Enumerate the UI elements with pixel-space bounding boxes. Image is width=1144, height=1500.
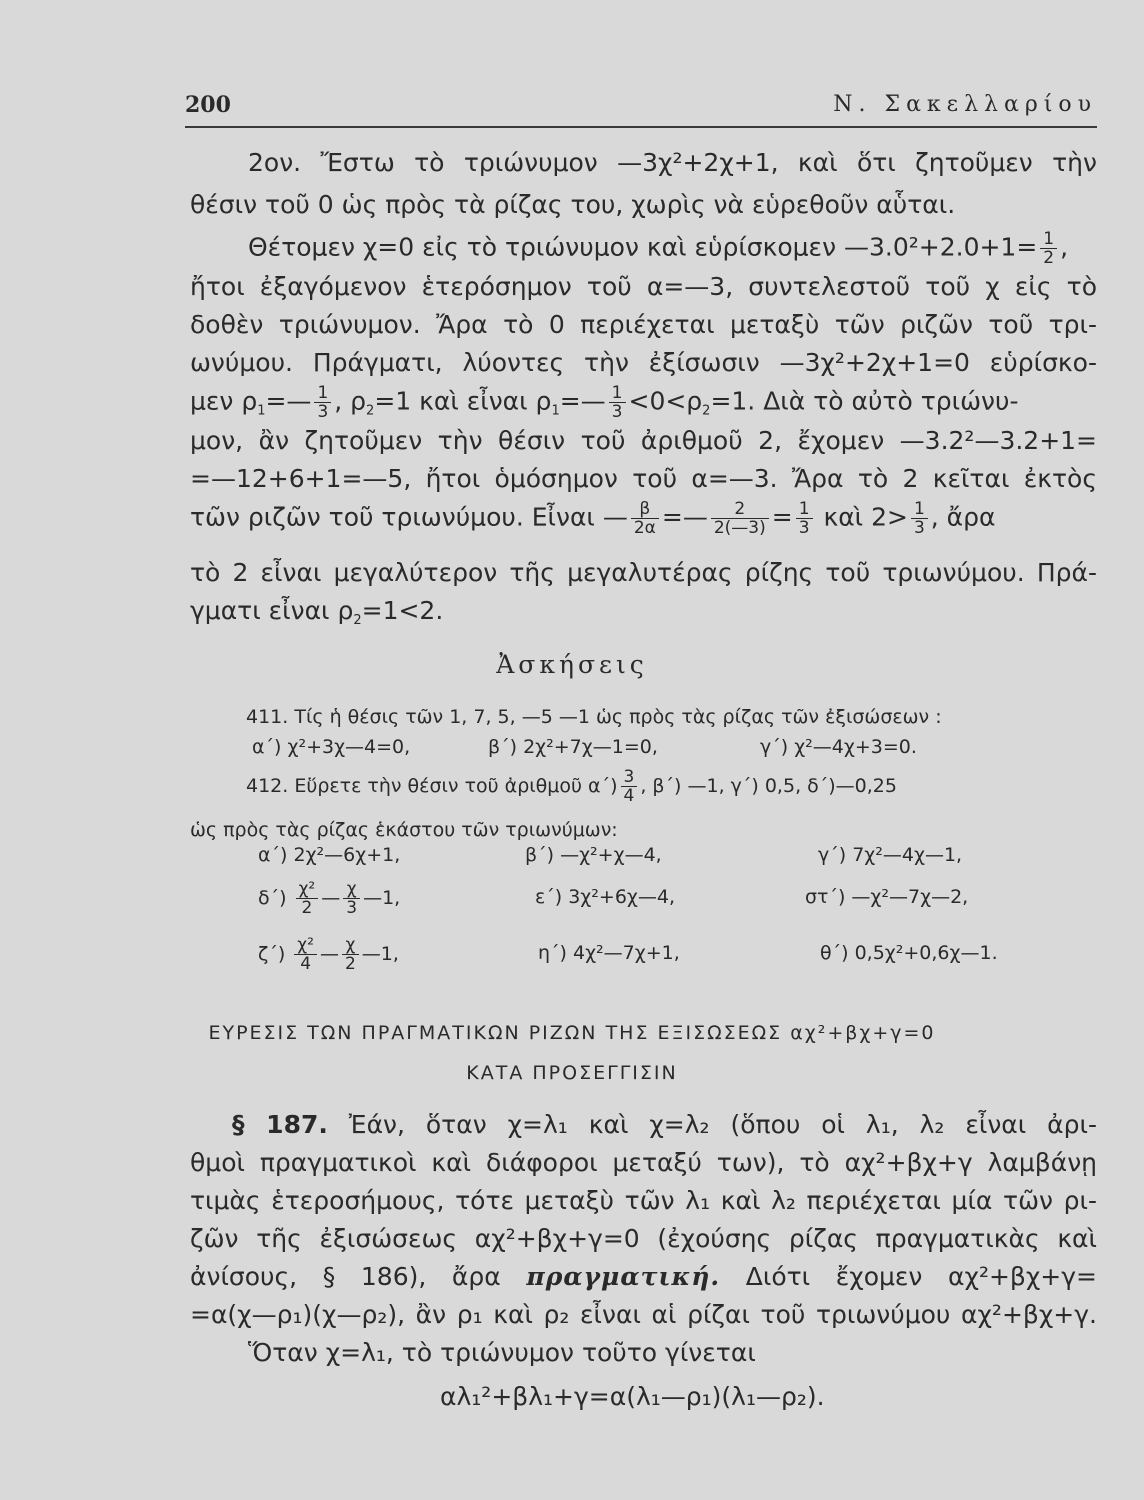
section-para-line-7: Ὅταν χ=λ₁, τὸ τριώνυμον τοῦτο γίνεται <box>248 1338 756 1367</box>
trinomial-e: ε΄) 3χ²+6χ—4, <box>535 886 676 908</box>
t7g: =1. Διὰ τὸ αὐτὸ τριώνυ- <box>710 386 1019 416</box>
section-para-line-2: θμοὶ πραγματικοὶ καὶ διάφοροι μεταξύ των), τὸ αχ²+βχ+γ λαμβάνῃ <box>190 1148 1097 1177</box>
t7c: , ρ <box>334 386 367 416</box>
fraction-numerator: 1 <box>1043 229 1055 249</box>
fraction-numerator: 1 <box>317 383 329 403</box>
text-line-3-text: Θέτομεν χ=0 εἰς τὸ τριώνυμον καὶ εὑρίσκομεν —3.0²+2.0+1= <box>248 232 1038 262</box>
trinomial-c: γ΄) 7χ²—4χ—1, <box>818 844 963 866</box>
d-minus: — <box>321 887 341 909</box>
fraction-denominator: 2 <box>342 954 359 973</box>
text-line-1: 2ον. Ἔστω τὸ τριώνυμον —3χ²+2χ+1, καὶ ὅτι ζητοῦμεν τὴν <box>248 148 1097 177</box>
fraction-x-over-2 <box>342 936 359 973</box>
t7d: =1 καὶ εἶναι ρ <box>374 386 552 416</box>
fraction-one-third-a <box>314 384 331 421</box>
z-minus: — <box>319 943 339 965</box>
fraction-numerator: 1 <box>611 383 623 403</box>
fraction-denominator: 2 <box>296 898 319 917</box>
fraction-one-half <box>1040 230 1057 267</box>
fraction-denominator: 2α <box>631 518 659 537</box>
text-line-8: μον, ἂν ζητοῦμεν τὴν θέσιν τοῦ ἀριθμοῦ 2, ἔχομεν —3.2²—3.2+1= <box>190 426 1097 455</box>
exercise-412-intro: ὡς πρὸς τὰς ρίζας ἑκάστου τῶν τριωνύμων: <box>190 819 618 841</box>
t7e: =— <box>559 386 606 416</box>
trinomial-a: α΄) 2χ²—6χ+1, <box>258 844 401 866</box>
fraction-denominator: 2(—3) <box>711 518 769 537</box>
fraction-numerator: β <box>639 499 651 519</box>
text-line-4: ἤτοι ἐξαγόμενον ἑτερόσημον τοῦ α=—3, συντελεστοῦ τοῦ χ εἰς τὸ <box>190 272 1097 301</box>
exercises-heading: Ἀσκήσεις <box>496 650 648 679</box>
fraction-numerator: χ <box>345 935 356 955</box>
text-line-10 <box>190 500 1097 537</box>
p5c: Διότι ἔχομεν αχ²+βχ+γ= <box>720 1262 1097 1291</box>
trinomial-h: η΄) 4χ²—7χ+1, <box>538 942 680 964</box>
emphasis-real: πραγματική. <box>526 1262 721 1291</box>
sub-1: 1 <box>551 403 560 419</box>
section-para-line-5 <box>190 1262 1097 1292</box>
section-title-line-2: ΚΑΤΑ ΠΡΟΣΕΓΓΙΣΙΝ <box>466 1062 678 1084</box>
exercise-412 <box>246 768 897 805</box>
text-line-3: Θέτομεν χ=0 εἰς τὸ τριώνυμον καὶ εὑρίσκομεν —3.0²+2.0+1= $\frac{1}{2}$ , <box>248 229 1069 268</box>
fraction-denominator: 3 <box>343 898 360 917</box>
sub-2: 2 <box>366 403 375 419</box>
t10b: =— <box>661 502 708 532</box>
section-para-line-3: τιμὰς ἑτεροσήμους, τότε μεταξὺ τῶν λ₁ καὶ λ₂ περιέχεται μία τῶν ρι- <box>190 1186 1097 1215</box>
running-head-author: Ν. Σακελλαρίου <box>833 92 1097 117</box>
fraction-x-over-3 <box>343 880 360 917</box>
exercise-411: 411. Τίς ἡ θέσις τῶν 1, 7, 5, —5 —1 ὡς πρὸς τὰς ρίζας τῶν ἐξισώσεων : <box>246 706 942 728</box>
fraction-numerator: 3 <box>623 767 635 787</box>
text-line-11: τὸ 2 εἶναι μεγαλύτερον τῆς μεγαλυτέρας ρίζης τοῦ τριωνύμου. Πρά- <box>190 558 1097 587</box>
fraction-numerator: 1 <box>913 499 925 519</box>
section-para-line-6: =α(χ—ρ₁)(χ—ρ₂), ἂν ρ₁ καὶ ρ₂ εἶναι αἱ ρίζαι τοῦ τριωνύμου αχ²+βχ+γ. <box>190 1300 1097 1329</box>
fraction-denominator: 2 <box>1040 248 1057 267</box>
paragraph-number: § 187. <box>232 1110 328 1139</box>
fraction-numerator: χ² <box>297 935 314 955</box>
fraction-one-third-c <box>796 500 813 537</box>
e412a: 412. Εὕρετε τὴν θέσιν τοῦ ἀριθμοῦ α΄) <box>246 775 618 797</box>
fraction-denominator: 3 <box>609 402 626 421</box>
fraction-denominator: 4 <box>621 786 638 805</box>
t10e: , ἄρα <box>930 502 996 532</box>
t10a: τῶν ριζῶν τοῦ τριωνύμου. Εἶναι — <box>190 502 628 532</box>
sub-1: 1 <box>257 403 266 419</box>
t10c: = <box>771 502 793 532</box>
t12b: =1<2. <box>361 596 444 625</box>
t10d: καὶ 2> <box>815 502 908 532</box>
t7b: =— <box>265 386 312 416</box>
fraction-one-third-d <box>911 500 928 537</box>
fraction-denominator: 3 <box>314 402 331 421</box>
p1-text: Ἐάν, ὅταν χ=λ₁ καὶ χ=λ₂ (ὅπου οἱ λ₁, λ₂ εἶναι ἀρι- <box>327 1110 1098 1139</box>
text-line-5: δοθὲν τριώνυμον. Ἄρα τὸ 0 περιέχεται μεταξὺ τῶν ριζῶν τοῦ τρι- <box>190 310 1097 339</box>
section-title-line-1: ΕΥΡΕΣΙΣ ΤΩΝ ΠΡΑΓΜΑΤΙΚΩΝ ΡΙΖΩΝ ΤΗΣ ΕΞΙΣΩΣΕΩΣ αχ²+βχ+γ=0 <box>208 1022 936 1044</box>
text-line-2: θέσιν τοῦ 0 ὡς πρὸς τὰ ρίζας του, χωρὶς νὰ εὑρεθοῦν αὗται. <box>190 190 956 219</box>
page-header <box>185 92 1097 128</box>
section-para-line-4: ζῶν τῆς ἐξισώσεως αχ²+βχ+γ=0 (ἐχούσης ρίζας πραγματικὰς καὶ <box>190 1224 1097 1253</box>
fraction-denominator: 4 <box>294 954 317 973</box>
fraction-three-quarters <box>621 768 638 805</box>
text-line-9: =—12+6+1=—5, ἤτοι ὁμόσημον τοῦ α=—3. Ἄρα τὸ 2 κεῖται ἐκτὸς <box>190 464 1097 493</box>
fraction-one-third-b <box>609 384 626 421</box>
exercise-411-c: γ΄) χ²—4χ+3=0. <box>760 736 917 758</box>
exercise-411-b: β΄) 2χ²+7χ—1=0, <box>488 736 658 758</box>
sub-2: 2 <box>353 613 362 628</box>
t7a: μεν ρ <box>190 386 258 416</box>
text-line-12 <box>190 596 1097 636</box>
z-post: —1, <box>361 943 399 965</box>
fraction-denominator: 3 <box>796 518 813 537</box>
fraction-x2-over-4 <box>294 936 317 973</box>
t7f: <0<ρ <box>628 386 703 416</box>
text-line-6: ωνύμου. Πράγματι, λύοντες τὴν ἐξίσωσιν —3χ²+2χ+1=0 εὑρίσκο- <box>190 348 1097 377</box>
section-equation: αλ₁²+βλ₁+γ=α(λ₁—ρ₁)(λ₁—ρ₂). <box>440 1382 825 1411</box>
fraction-denominator: 3 <box>911 518 928 537</box>
t12a: γματι εἶναι ρ <box>190 596 354 625</box>
p5a: ἀνίσους, § 186), ἄρα <box>190 1262 527 1291</box>
exercise-411-a: α΄) χ²+3χ—4=0, <box>252 736 411 758</box>
fraction-numerator: 1 <box>798 499 810 519</box>
trinomial-st: στ΄) —χ²—7χ—2, <box>805 886 969 908</box>
d-post: —1, <box>363 887 401 909</box>
fraction-numerator: 2 <box>734 499 746 519</box>
trinomial-d <box>258 880 400 917</box>
trinomial-b: β΄) —χ²+χ—4, <box>525 844 662 866</box>
e412b: , β΄) —1, γ΄) 0,5, δ΄)—0,25 <box>640 775 897 797</box>
fraction-numerator: χ <box>346 879 357 899</box>
fraction-x2-over-2 <box>296 880 319 917</box>
page-number: 200 <box>185 92 231 118</box>
fraction-2-over-minus6 <box>711 500 769 537</box>
section-para-line-1 <box>232 1110 1097 1140</box>
fraction-beta-2alpha <box>631 500 659 537</box>
z-label: ζ΄) <box>258 943 286 965</box>
sub-2: 2 <box>702 403 711 419</box>
fraction-numerator: χ² <box>298 879 316 899</box>
d-label: δ΄) <box>258 887 287 909</box>
text-line-7 <box>190 384 1097 427</box>
trinomial-th: θ΄) 0,5χ²+0,6χ—1. <box>820 942 998 964</box>
trinomial-z <box>258 936 399 973</box>
